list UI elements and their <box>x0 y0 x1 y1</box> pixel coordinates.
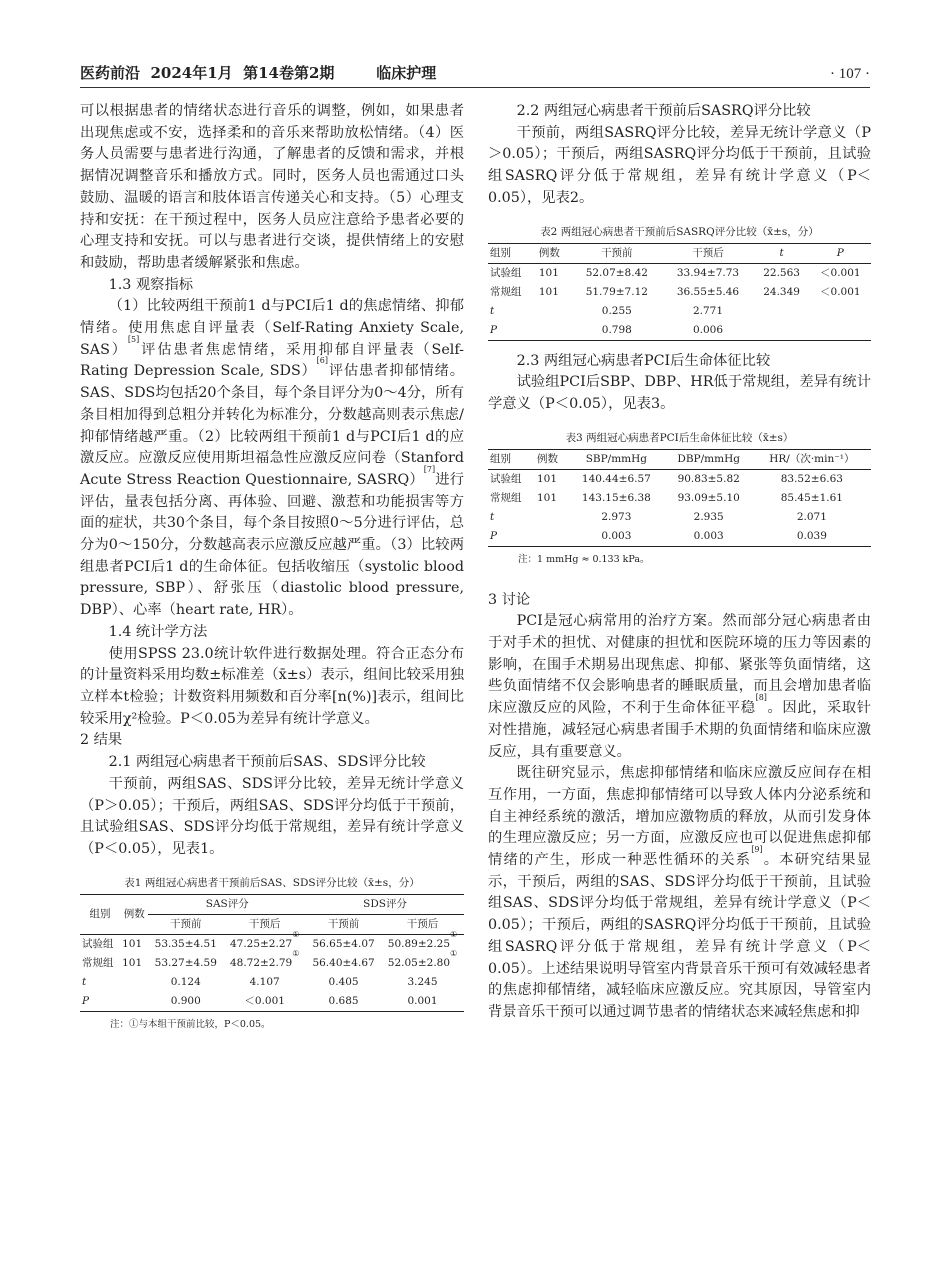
table-cell: 52.07±8.42 <box>585 266 648 279</box>
table-cell <box>537 321 571 341</box>
table-cell: 56.65±4.07 <box>312 937 375 950</box>
table-cell: 常规组 <box>82 956 114 969</box>
table-cell: 2.973 <box>601 510 632 523</box>
table-cell <box>754 321 810 341</box>
table-cell: t <box>82 975 87 988</box>
paragraph: 干预前，两组SAS、SDS评分比较，差异无统计学意义（P＞0.05）；干预后，两组SAS、SDS评分均低于干预前，且试验组SAS、SDS评分均低于常规组，差异有统计学意义（P＜0.05），见表1。 <box>80 775 464 857</box>
table-note: 注：1 mmHg ≈ 0.133 kPa。 <box>518 553 650 565</box>
table-header: P <box>810 243 871 263</box>
table-cell <box>810 321 871 341</box>
section-heading-1-3: 1.3 观察指标 <box>108 276 194 293</box>
table-header: 干预前 <box>571 243 662 263</box>
table-row <box>80 992 464 1012</box>
table-cell: 0.798 <box>601 323 632 336</box>
table-cell: P <box>490 323 498 336</box>
table-cell: P <box>490 529 498 542</box>
section-heading-2-1: 2.1 两组冠心病患者干预前后SAS、SDS评分比较 <box>108 754 426 771</box>
table-row <box>488 263 871 283</box>
table-cell: 33.94±7.73 <box>676 266 740 279</box>
journal-name: 医药前沿 <box>80 64 141 82</box>
table-header: DBP/mmHg <box>665 449 753 469</box>
table-cell: 22.563 <box>763 266 800 279</box>
table-cell: ＜0.001 <box>820 285 861 298</box>
table-cell: 0.039 <box>796 529 827 542</box>
section-heading-3: 3 讨论 <box>488 591 531 608</box>
citation: [8] <box>755 693 767 703</box>
table-header: SBP/mmHg <box>568 449 665 469</box>
right-column <box>488 101 871 1024</box>
table-cell: ＜0.001 <box>244 994 285 1007</box>
table-cell: 0.006 <box>692 323 723 336</box>
table-3 <box>488 449 871 547</box>
table-cell: 2.771 <box>692 304 723 317</box>
table-row <box>488 527 871 547</box>
table-row <box>80 934 464 954</box>
paragraph: 试验组PCI后SBP、DBP、HR低于常规组，差异有统计学意义（P＜0.05），见表3。 <box>488 374 871 412</box>
table-row <box>488 302 871 321</box>
section-heading-2-2: 2.2 两组冠心病患者干预前后SASRQ评分比较 <box>516 103 811 119</box>
table-cell: 24.349 <box>763 285 800 298</box>
table-row <box>488 283 871 302</box>
page-number: · 107 · <box>830 66 870 82</box>
table-cell <box>810 302 871 321</box>
table-header: 例数 <box>537 243 571 263</box>
table-caption: 表3 两组冠心病患者PCI后生命体征比较（x̄±s） <box>565 431 794 444</box>
table-cell: 0.124 <box>170 975 201 988</box>
running-header <box>80 58 870 88</box>
table-cell: 2.071 <box>796 510 827 523</box>
table-cell: 0.003 <box>601 529 632 542</box>
table-cell: 90.83±5.82 <box>677 472 740 485</box>
table-cell: 140.44±6.57 <box>581 472 651 485</box>
table-header: 例数 <box>535 449 568 469</box>
table-row <box>80 954 464 973</box>
table-header: 干预前 <box>306 914 381 934</box>
table-cell <box>535 508 568 527</box>
table-cell: 93.09±5.10 <box>677 491 740 504</box>
citation: [5] <box>127 334 140 344</box>
table-header: HR/（次·min⁻¹） <box>753 449 871 469</box>
table-cell: 101 <box>537 472 558 485</box>
table-cell: 47.25±2.27① <box>229 929 300 950</box>
table-header: 组别 <box>488 449 535 469</box>
section-name: 临床护理 <box>376 64 437 82</box>
table-header: 例数 <box>120 894 148 934</box>
table-caption: 表2 两组冠心病患者干预前后SASRQ评分比较（x̄±s，分） <box>540 225 819 238</box>
table-cell: 0.900 <box>170 994 201 1007</box>
table-header: 干预后 <box>381 914 464 934</box>
table-cell: 101 <box>537 491 558 504</box>
table-row <box>488 321 871 341</box>
table-cell <box>754 302 810 321</box>
paragraph: 可以根据患者的情绪状态进行音乐的调整，例如，如果患者出现焦虑或不安，选择柔和的音乐来帮助放松情绪。（4）医务人员需要与患者进行沟通，了解患者的反馈和需求，并根据情况调整音乐和播放方式。同时，医务人员也需通过口头鼓励、温暖的语言和肢体语言传递关心和支持。（5）心理支持和安抚：在干预过程中，医务人员应注意给予患者必要的心理支持和安抚。可以与患者进行交谈，提供情绪上的安慰和鼓励，帮助患者缓解紧张和焦虑。 <box>80 103 464 271</box>
table-cell: t <box>490 510 495 523</box>
table-cell <box>120 992 148 1012</box>
table-cell: 常规组 <box>490 285 522 298</box>
section-heading-1-4: 1.4 统计学方法 <box>108 623 208 640</box>
paragraph: PCI是冠心病常用的治疗方案。然而部分冠心病患者由于对手术的担忧、对健康的担忧和医院环境的压力等因素的影响，在围手术期易出现焦虑、抑郁、紧张等负面情绪，这些负面情绪不仅会影响患者的睡眠质量，而且会增加患者临床应激反应的风险，不利于生命体征平稳[8]。因此，采取针对性措施，减轻冠心病患者围手术期的负面情绪和临床应激反应，具有重要意义。 <box>488 613 872 760</box>
paragraph: 使用SPSS 23.0统计软件进行数据处理。符合正态分布的计量资料采用均数±标准差（x̄±s）表示，组间比较采用独立样本t检验；计数资料用频数和百分率[n(%)]表示，组间比较采用χ²检验。P＜0.05为差异有统计学意义。 <box>80 645 464 727</box>
table-cell: P <box>82 994 90 1007</box>
table-cell: 143.15±6.38 <box>581 491 651 504</box>
table-cell: 试验组 <box>82 937 114 950</box>
table-cell: 53.27±4.59 <box>154 956 217 969</box>
table-cell: 3.245 <box>407 975 438 988</box>
paragraph: 干预前，两组SASRQ评分比较，差异无统计学意义（P＞0.05）；干预后，两组SASRQ评分均低于干预前，且试验组SASRQ评分低于常规组，差异有统计学意义（P＜0.05），见表2。 <box>488 124 871 206</box>
table-row <box>488 508 871 527</box>
table-row <box>488 469 871 489</box>
table-cell: 56.40±4.67 <box>312 956 375 969</box>
table-cell: 101 <box>538 285 559 298</box>
table-cell: 常规组 <box>490 491 522 504</box>
table-cell: t <box>490 304 495 317</box>
section-heading-2-3: 2.3 两组冠心病患者PCI后生命体征比较 <box>516 352 771 369</box>
table-cell <box>537 302 571 321</box>
table-cell: ＜0.001 <box>820 266 861 279</box>
table-header: t <box>754 243 810 263</box>
table-cell: 101 <box>538 266 559 279</box>
table-note: 注：①与本组干预前比较，P＜0.05。 <box>110 1018 271 1030</box>
table-cell: 50.89±2.25① <box>387 929 458 950</box>
table-cell <box>535 527 568 547</box>
table-cell: 4.107 <box>249 975 280 988</box>
citation: [9] <box>751 845 763 855</box>
table-cell: 0.003 <box>693 529 724 542</box>
paragraph: 既往研究显示，焦虑抑郁情绪和临床应激反应间存在相互作用，一方面，焦虑抑郁情绪可以导致人体内分泌系统和自主神经系统的激活，增加应激物质的释放，从而引发身体的生理应激反应；另一方面，应激反应也可以促进焦虑抑郁情绪的产生，形成一种恶性循环的关系[9]。本研究结果显示，干预后，两组的SAS、SDS评分均低于干预前，且试验组SAS、SDS评分均低于常规组，差异有统计学意义（P＜0.05）；干预后，两组的SASRQ评分均低于干预前，且试验组SASRQ评分低于常规组，差异有统计学意义（P＜0.05）。上述结果说明导管室内背景音乐干预可有效减轻患者的焦虑抑郁情绪，减轻临床应激反应。究其原因，导管室内背景音乐干预可以通过调节患者的情绪状态来减轻焦虑和抑 <box>488 765 872 1020</box>
table-cell: 85.45±1.61 <box>780 491 843 504</box>
table-header: 组别 <box>488 243 537 263</box>
table-2 <box>488 243 871 341</box>
table-cell: 83.52±6.63 <box>780 472 843 485</box>
issue-date: 2024年1月 <box>150 64 233 82</box>
table-cell: 0.685 <box>328 994 359 1007</box>
table-header: 干预后 <box>223 914 306 934</box>
table-row <box>80 973 464 992</box>
table-cell: 53.35±4.51 <box>154 937 217 950</box>
table-header: 干预后 <box>662 243 753 263</box>
table-cell: 试验组 <box>490 472 522 485</box>
table-cell: 0.001 <box>407 994 438 1007</box>
table-cell <box>120 973 148 992</box>
table-cell: 0.255 <box>601 304 632 317</box>
table-cell: 0.405 <box>328 975 359 988</box>
table-cell: 101 <box>122 956 143 969</box>
table-1 <box>80 894 464 1012</box>
table-caption: 表1 两组冠心病患者干预前后SAS、SDS评分比较（x̄±s，分） <box>124 876 420 889</box>
paragraph: （1）比较两组干预前1 d与PCI后1 d的焦虑情绪、抑郁情绪。使用焦虑自评量表（Self-Rating Anxiety Scale, SAS）[5]评估患者焦虑情绪，采用抑郁自评量表（Self-Rating Depression Scale, SDS）[6]评估患者抑郁情绪。SAS、SDS均包括20个条目，每个条目评分为0～4分，所有条目相加得到总粗分并转化为标准分，分数越高则表示焦虑/抑郁情绪越严重。（2）比较两组干预前1 d与PCI后1 d的应激反应。应激反应使用斯坦福急性应激反应问卷（Stanford Acute Stress Reaction Questionnaire, SASRQ）[7]进行评估，量表包括分离、再体验、回避、激惹和功能损害等方面的症状，共30个条目，每个条目按照0～5分进行评估，总分为0～150分，分数越高表示应激反应越严重。（3）比较两组患者PCI后1 d的生命体征。包括收缩压（systolic blood pressure, SBP）、舒张压（diastolic blood pressure, DBP）、心率（heart rate, HR）。 <box>80 298 464 619</box>
table-header: 组别 <box>80 894 120 934</box>
citation: [6] <box>316 356 329 366</box>
citation: [7] <box>423 464 436 474</box>
table-header: SAS评分 <box>148 894 306 914</box>
section-heading-2: 2 结果 <box>80 732 123 749</box>
table-row <box>488 489 871 508</box>
table-cell: 52.05±2.80① <box>387 948 458 969</box>
table-cell: 48.72±2.79① <box>229 948 300 969</box>
table-cell: 试验组 <box>490 266 522 279</box>
table-header: 干预前 <box>148 914 223 934</box>
table-cell: 51.79±7.12 <box>585 285 648 298</box>
left-column <box>80 101 464 1033</box>
table-cell: 101 <box>122 937 143 950</box>
table-cell: 2.935 <box>693 510 724 523</box>
table-cell: 36.55±5.46 <box>676 285 740 298</box>
volume-issue: 第14卷第2期 <box>243 64 335 82</box>
table-header: SDS评分 <box>306 894 464 914</box>
